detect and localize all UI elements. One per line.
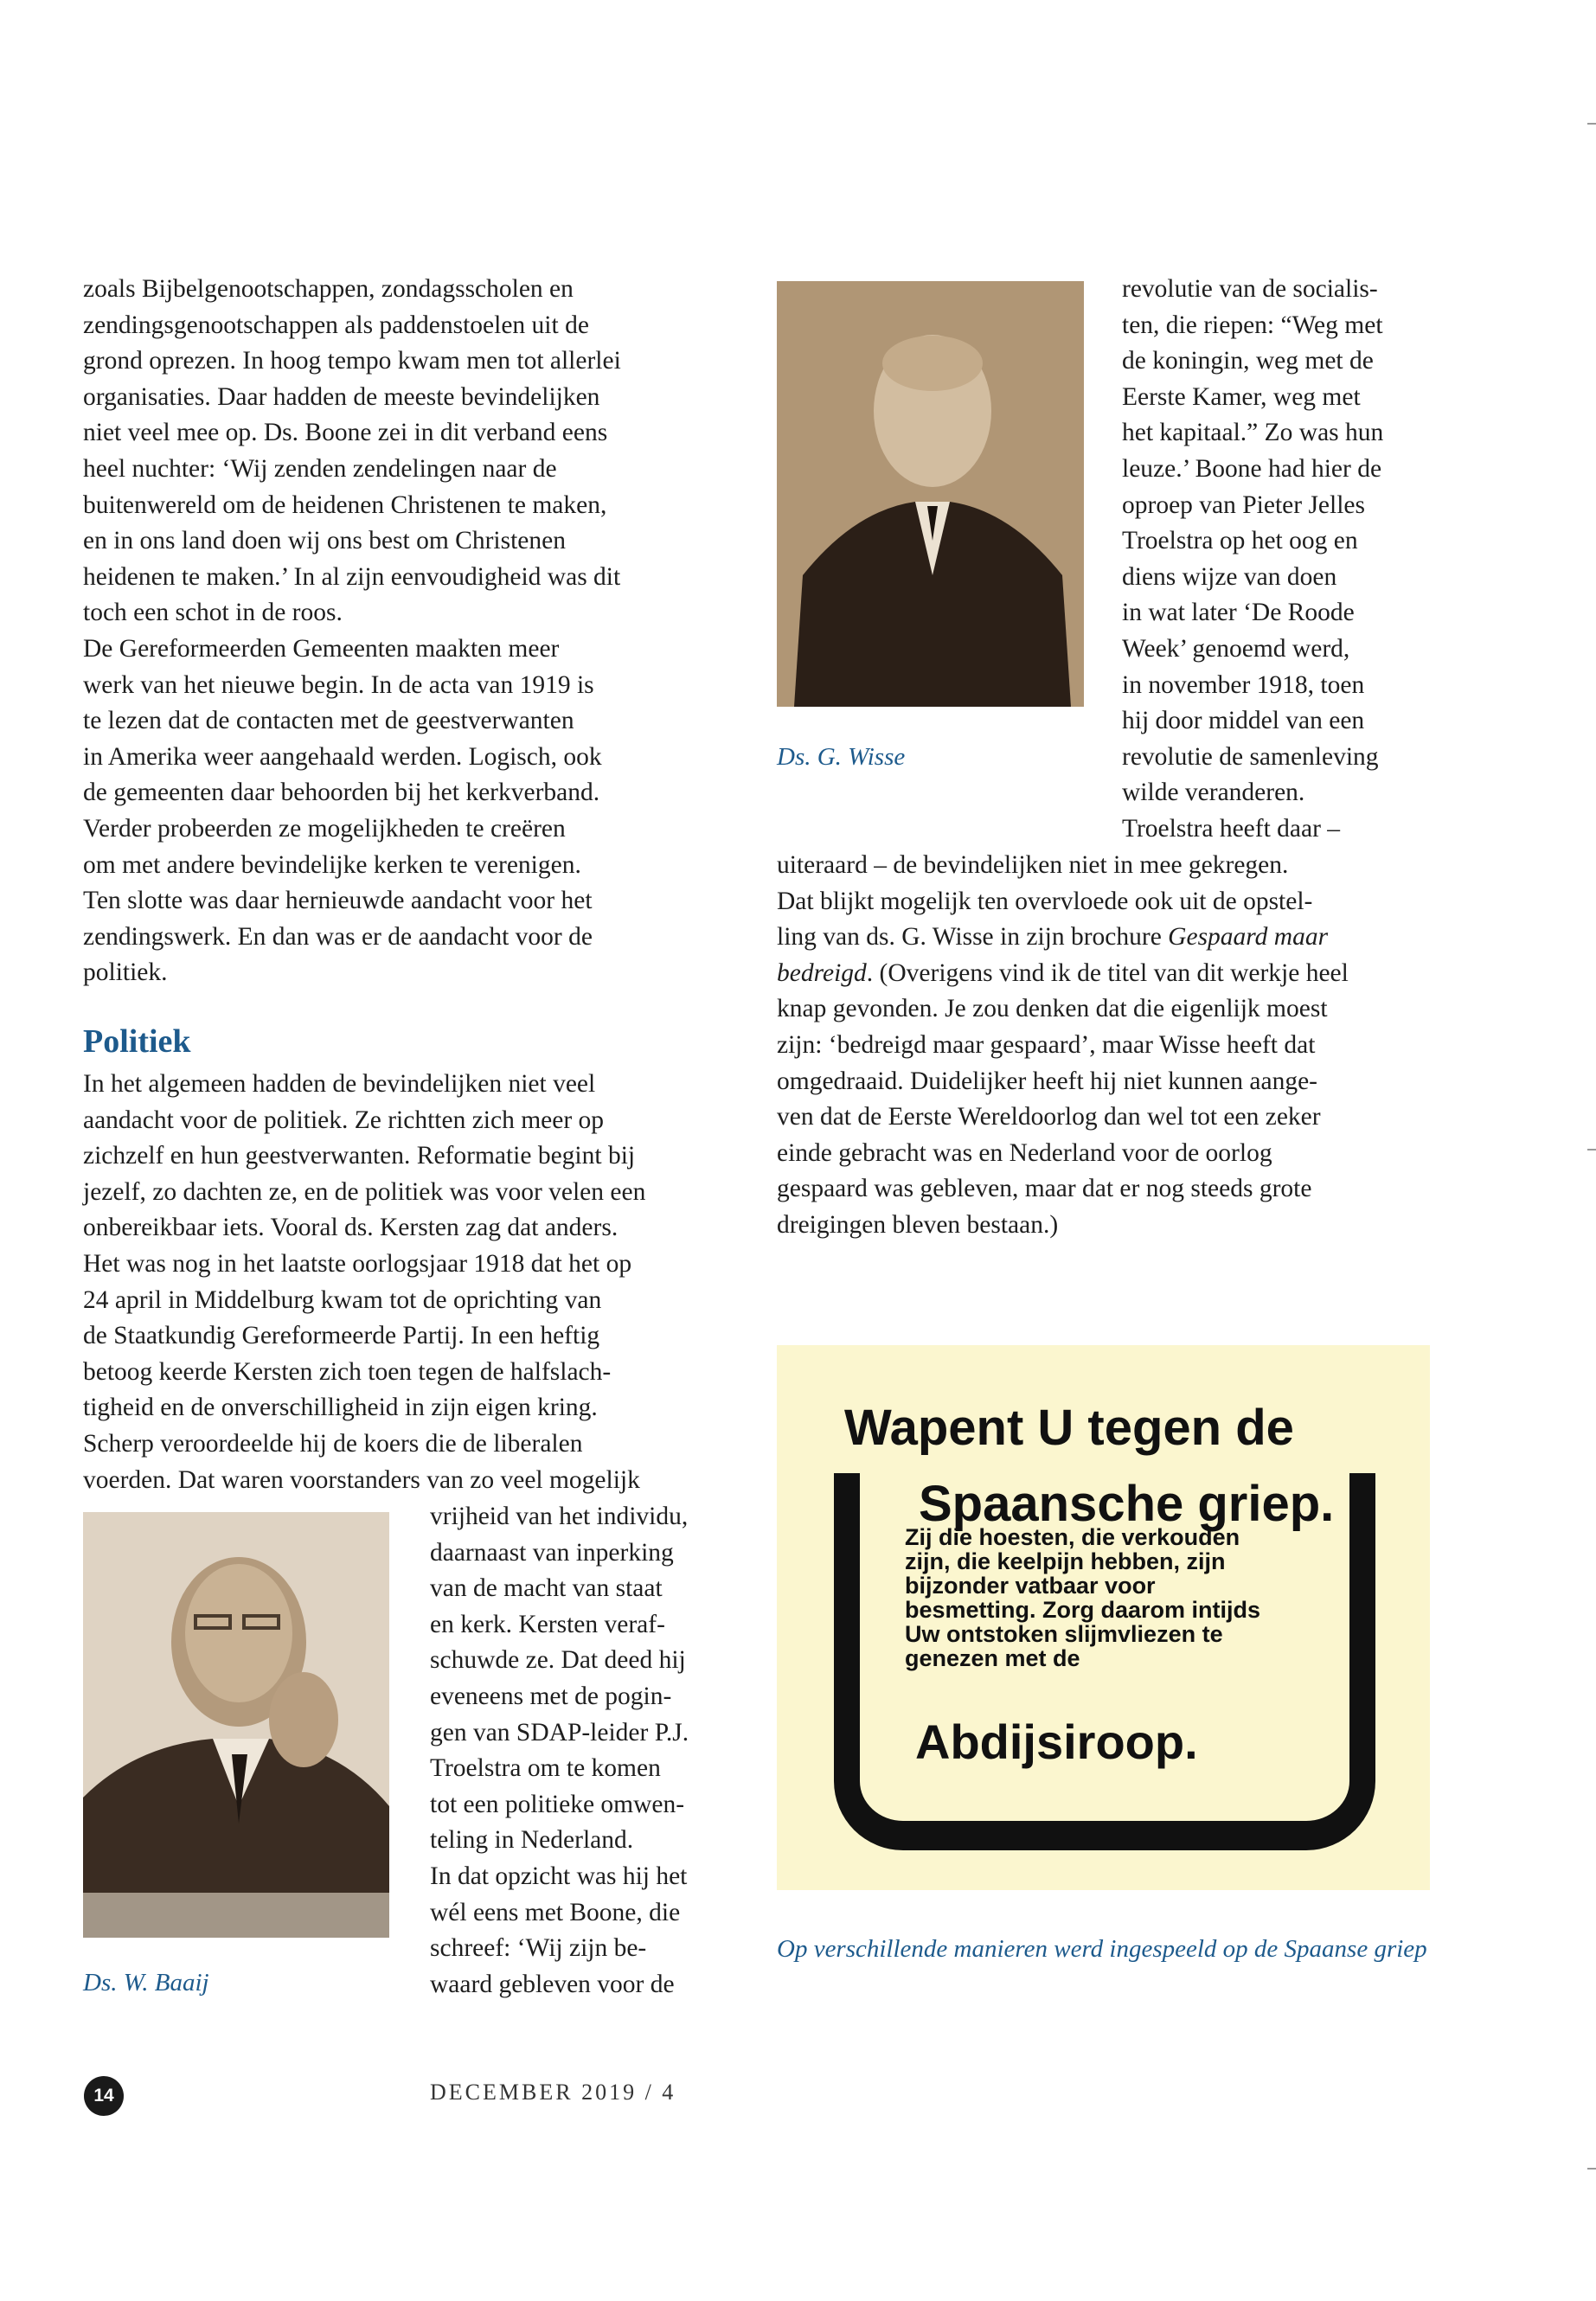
photo-ds-wisse	[777, 281, 1084, 707]
text-line: omgedraaid. Duidelijker heeft hij niet kunnen aange-	[777, 1067, 1318, 1095]
text-segment: ling van ds. G. Wisse in zijn brochure	[777, 923, 1169, 952]
page-number-badge: 14	[84, 2076, 124, 2116]
text-line: de gemeenten daar behoorden bij het kerkverband.	[83, 779, 600, 807]
text-line: en kerk. Kersten veraf-	[430, 1610, 665, 1638]
text-line: wilde veranderen.	[1122, 779, 1305, 807]
text-line: Dat blijkt mogelijk ten overvloede ook uit de opstel-	[777, 887, 1313, 915]
text-line: 24 april in Middelburg kwam tot de oprichting van	[83, 1285, 602, 1314]
text-line	[777, 920, 1434, 956]
text-line: van de macht van staat	[430, 1574, 663, 1603]
text-line: organisaties. Daar hadden de meeste bevindelijken	[83, 382, 600, 411]
text-line: tot een politieke omwen-	[430, 1790, 685, 1818]
photo-ds-baaij	[83, 1512, 389, 1938]
text-line: de koningin, weg met de	[1122, 347, 1374, 375]
text-line: teling in Nederland.	[430, 1826, 634, 1855]
issue-label: DECEMBER 2019 / 4	[430, 2080, 676, 2105]
text-line: In het algemeen hadden de bevindelijken niet veel	[83, 1070, 596, 1098]
brochure-title: Gespaard maar	[1168, 923, 1329, 952]
text-line: werk van het nieuwe begin. In de acta van 1919 is	[83, 670, 594, 699]
text-line: betoog keerde Kersten zich toen tegen de halfslach-	[83, 1357, 612, 1386]
text-line: politiek.	[83, 958, 168, 987]
col1-intro-text	[83, 272, 740, 991]
portrait-wisse-image	[777, 281, 1084, 707]
advert-headline-1: Wapent U tegen de	[844, 1400, 1294, 1456]
text-line: en in ons land doen wij ons best om Christenen	[83, 527, 566, 555]
text-line: Troelstra heeft daar –	[1122, 814, 1341, 843]
text-line: De Gereformeerden Gemeenten maakten meer	[83, 634, 560, 663]
text-segment: . (Overigens vind ik de titel van dit werkje heel	[866, 958, 1349, 987]
text-line: Het was nog in het laatste oorlogsjaar 1918 dat het op	[83, 1249, 632, 1278]
text-line: waard gebleven voor de	[430, 1970, 675, 1998]
text-line: niet veel mee op. Ds. Boone zei in dit verband eens	[83, 419, 608, 447]
text-line: eveneens met de pogin-	[430, 1682, 672, 1710]
text-line: in Amerika weer aangehaald werden. Logisch, ook	[83, 742, 602, 771]
text-line: zendingswerk. En dan was er de aandacht voor de	[83, 922, 593, 951]
text-line: in wat later ‘De Roode	[1122, 599, 1355, 627]
text-line: ten, die riepen: “Weg met	[1122, 311, 1383, 339]
text-line: wél eens met Boone, die	[430, 1898, 681, 1926]
text-line: hij door middel van een	[1122, 707, 1365, 735]
col2-full-text	[777, 848, 1434, 1244]
text-line: ven dat de Eerste Wereldoorlog dan wel tot een zeker	[777, 1103, 1321, 1131]
text-line: oproep van Pieter Jelles	[1122, 490, 1365, 519]
text-line: jezelf, zo dachten ze, en de politiek was voor velen een	[83, 1177, 646, 1206]
caption-advert: Op verschillende manieren werd ingespeeld op de Spaanse griep	[777, 1935, 1427, 1963]
text-line: de Staatkundig Gereformeerde Partij. In een heftig	[83, 1322, 600, 1350]
col1-politiek-text	[83, 1067, 740, 1498]
text-line: In dat opzicht was hij het	[430, 1862, 688, 1890]
text-line: Ten slotte was daar hernieuwde aandacht voor het	[83, 887, 593, 915]
text-line: aandacht voor de politiek. Ze richtten zich meer op	[83, 1106, 605, 1134]
text-line: onbereikbaar iets. Vooral ds. Kersten zag dat anders.	[83, 1214, 619, 1242]
text-line: heel nuchter: ‘Wij zenden zendelingen naar de	[83, 454, 557, 483]
text-line: revolutie de samenleving	[1122, 742, 1379, 771]
text-line: Week’ genoemd werd,	[1122, 634, 1350, 663]
col2-beside-photo-text	[1122, 272, 1442, 848]
text-line: gespaard was gebleven, maar dat er nog steeds grote	[777, 1175, 1312, 1203]
text-line: buitenwereld om de heidenen Christenen te maken,	[83, 490, 607, 519]
text-line: schreef: ‘Wij zijn be-	[430, 1934, 647, 1963]
text-line: om met andere bevindelijke kerken te verenigen.	[83, 850, 581, 879]
text-line: schuwde ze. Dat deed hij	[430, 1646, 686, 1675]
text-line: grond oprezen. In hoog tempo kwam men tot allerlei	[83, 347, 621, 375]
crop-mark-bottom	[1587, 2168, 1596, 2170]
section-heading-politiek: Politiek	[83, 1023, 191, 1060]
text-line: het kapitaal.” Zo was hun	[1122, 419, 1384, 447]
text-line: daarnaast van inperking	[430, 1538, 674, 1567]
caption-wisse: Ds. G. Wisse	[777, 743, 906, 771]
text-line	[777, 956, 1434, 992]
text-line: zijn: ‘bedreigd maar gespaard’, maar Wisse heeft dat	[777, 1030, 1316, 1059]
text-line: uiteraard – de bevindelijken niet in mee gekregen.	[777, 851, 1289, 879]
text-line: zichzelf en hun geestverwanten. Reformatie begint bij	[83, 1142, 636, 1170]
advert-headline-2: Spaansche griep.	[919, 1476, 1335, 1532]
crop-mark-top	[1587, 123, 1596, 125]
advert-brand: Abdijsiroop.	[915, 1715, 1198, 1769]
text-line: toch een schot in de roos.	[83, 599, 343, 627]
text-line: knap gevonden. Je zou denken dat die eigenlijk moest	[777, 995, 1328, 1023]
text-line: Verder probeerden ze mogelijkheden te creëren	[83, 814, 566, 843]
text-line: gen van SDAP-leider P.J.	[430, 1718, 689, 1747]
text-line: vrijheid van het individu,	[430, 1503, 689, 1530]
text-line: einde gebracht was en Nederland voor de oorlog	[777, 1138, 1272, 1167]
advert-spaansche-griep	[777, 1345, 1430, 1890]
brochure-title: bedreigd	[777, 958, 867, 987]
crop-mark-middle	[1587, 1149, 1596, 1150]
text-line: zoals Bijbelgenootschappen, zondagsscholen en	[83, 275, 574, 303]
portrait-baaij-image	[83, 1512, 389, 1938]
text-line: Eerste Kamer, weg met	[1122, 382, 1361, 411]
text-line: Troelstra op het oog en	[1122, 527, 1358, 555]
text-line: dreigingen bleven bestaan.)	[777, 1210, 1059, 1239]
text-line: in november 1918, toen	[1122, 670, 1365, 699]
text-line: voerden. Dat waren voorstanders van zo veel mogelijk	[83, 1465, 640, 1494]
text-line: diens wijze van doen	[1122, 562, 1337, 591]
text-line: zendingsgenootschappen als paddenstoelen uit de	[83, 311, 589, 339]
text-line: revolutie van de socialis-	[1122, 275, 1378, 303]
text-line: leuze.’ Boone had hier de	[1122, 454, 1382, 483]
caption-baaij: Ds. W. Baaij	[83, 1969, 209, 1997]
text-line: Troelstra om te komen	[430, 1754, 661, 1783]
text-line: Scherp veroordeelde hij de koers die de liberalen	[83, 1429, 583, 1458]
text-line: te lezen dat de contacten met de geestverwanten	[83, 707, 574, 735]
col1-beside-photo-text	[430, 1499, 741, 2003]
text-line: heidenen te maken.’ In al zijn eenvoudigheid was dit	[83, 562, 621, 591]
text-line: tigheid en de onverschilligheid in zijn eigen kring.	[83, 1394, 598, 1422]
advert-body: Zij die hoesten, die verkouden zijn, die keelpijn hebben, zijn bijzonder vatbaar voor besmetting. Zorg daarom intijds Uw ontstoken slijmvliezen te genezen met de	[905, 1524, 1261, 1671]
